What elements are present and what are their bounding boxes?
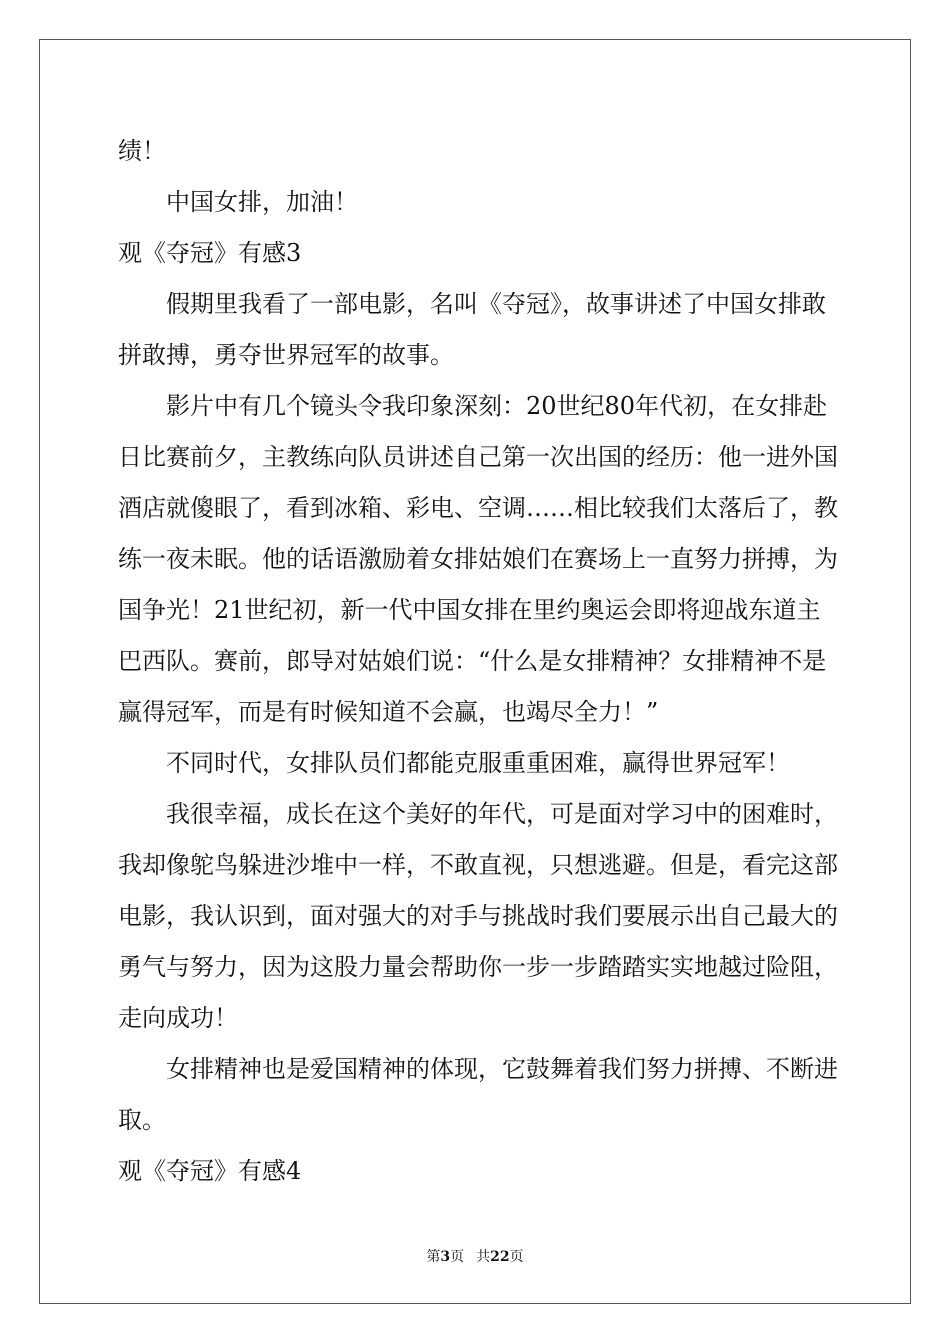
text-line: 取。 [118,1106,166,1134]
paragraph [118,177,834,228]
total-suffix: 页 [509,1249,524,1265]
text-line: 酒店就傻眼了，看到冰箱、彩电、空调……相比较我们太落后了，教 [118,494,838,522]
text-line: 不同时代，女排队员们都能克服重重困难，赢得世界冠军！ [166,749,790,777]
paragraph [118,1044,838,1146]
paragraph [118,381,838,738]
text-line: 赢得冠军，而是有时候知道不会赢，也竭尽全力！” [118,698,659,726]
paragraph [118,738,834,789]
text-line: 拼敢搏，勇夺世界冠军的故事。 [118,341,454,369]
text-line: 我很幸福，成长在这个美好的年代，可是面对学习中的困难时， [166,800,838,828]
text-line: 勇气与努力，因为这股力量会帮助你一步一步踏踏实实地越过险阻， [118,953,838,981]
text-line: 国争光！21世纪初，新一代中国女排在里约奥运会即将迎战东道主 [118,596,821,624]
heading-line: 观《夺冠》有感3 [118,239,302,267]
heading-line: 观《夺冠》有感4 [118,1157,302,1185]
section-heading [118,228,834,279]
text-line: 练一夜未眠。他的话语激励着女排姑娘们在赛场上一直努力拼搏，为 [118,545,838,573]
page-number: 3 [440,1249,451,1265]
text-line: 中国女排，加油！ [166,188,358,216]
total-prefix: 共 [476,1249,491,1265]
text-line: 女排精神也是爱国精神的体现，它鼓舞着我们努力拼搏、不断进 [166,1055,838,1083]
page-footer [0,1246,950,1266]
text-line: 日比赛前夕，主教练向队员讲述自己第一次出国的经历：他一进外国 [118,443,838,471]
text-line: 巴西队。赛前，郎导对姑娘们说：“什么是女排精神？女排精神不是 [118,647,827,675]
text-line: 假期里我看了一部电影，名叫《夺冠》，故事讲述了中国女排敢 [166,290,826,318]
paragraph [118,789,838,1044]
text-line: 绩！ [118,137,166,165]
total-pages: 22 [490,1249,510,1265]
section-heading [118,1146,834,1197]
paragraph [118,126,834,177]
text-line: 我却像鸵鸟躲进沙堆中一样，不敢直视，只想逃避。但是，看完这部 [118,851,838,879]
text-line: 影片中有几个镜头令我印象深刻：20世纪80年代初，在女排赴 [166,392,828,420]
paragraph [118,279,834,381]
page-suffix: 页 [450,1249,465,1265]
text-line: 走向成功！ [118,1004,238,1032]
document-body [118,126,838,1197]
text-line: 电影，我认识到，面对强大的对手与挑战时我们要展示出自己最大的 [118,902,838,930]
page-prefix: 第 [426,1249,441,1265]
